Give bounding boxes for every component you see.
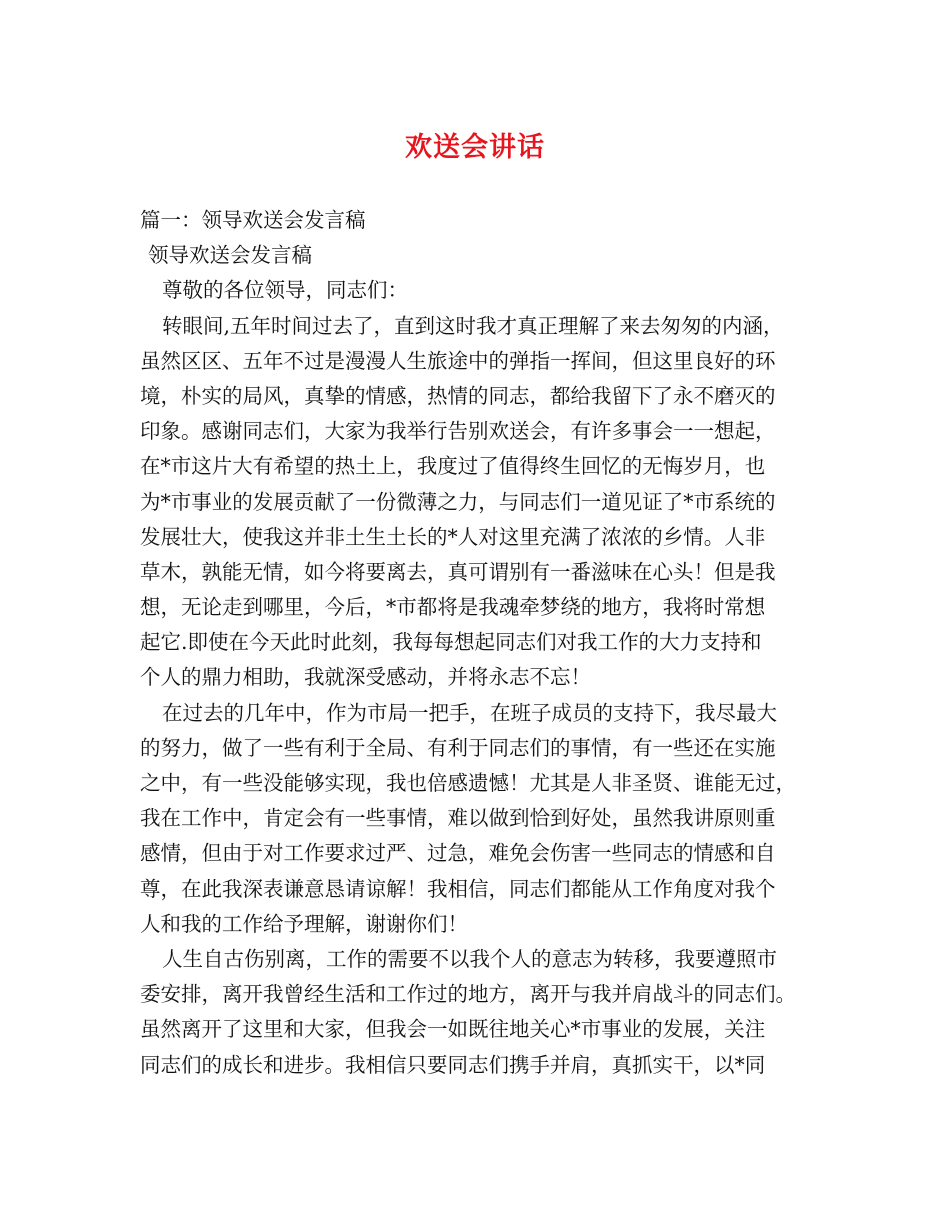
text-line: 我在工作中，肯定会有一些事情，难以做到恰到好处，虽然我讲原则重: [140, 806, 776, 831]
text-line: 转眼间,五年时间过去了，直到这时我才真正理解了来去匆匆的内涵，: [162, 313, 784, 338]
text-line: 为*市事业的发展贡献了一份微薄之力，与同志们一道见证了*市系统的: [140, 489, 776, 514]
text-line: 在*市这片大有希望的热土上，我度过了值得终生回忆的无悔岁月，也: [140, 454, 766, 479]
text-line: 人生自古伤别离，工作的需要不以我个人的意志为转移，我要遵照市: [162, 946, 777, 971]
text-line: 印象。感谢同志们，大家为我举行告别欢送会，有许多事会一一想起，: [140, 419, 776, 444]
text-line: 的努力，做了一些有利于全局、有利于同志们的事情，有一些还在实施: [140, 735, 776, 760]
text-line: 同志们的成长和进步。我相信只要同志们携手并肩，真抓实干，以*同: [140, 1052, 766, 1077]
text-line: 尊敬的各位领导，同志们：: [162, 278, 408, 303]
text-line: 篇一：领导欢送会发言稿: [140, 208, 366, 232]
text-line: 领导欢送会发言稿: [148, 243, 312, 268]
text-line: 虽然离开了这里和大家，但我会一如既往地关心*市事业的发展，关注: [140, 1017, 766, 1042]
text-line: 发展壮大，使我这并非土生土长的*人对这里充满了浓浓的乡情。人非: [140, 524, 766, 549]
text-line: 起它.即使在今天此时此刻，我每每想起同志们对我工作的大力支持和: [140, 630, 762, 655]
text-line: 委安排，离开我曾经生活和工作过的地方，离开与我并肩战斗的同志们。: [140, 982, 796, 1007]
text-line: 个人的鼎力相助，我就深受感动，并将永志不忘！: [140, 665, 591, 690]
text-line: 尊，在此我深表谦意恳请谅解！我相信，同志们都能从工作角度对我个: [140, 876, 776, 901]
text-line: 之中，有一些没能够实现，我也倍感遗憾！尤其是人非圣贤、谁能无过，: [140, 771, 796, 795]
text-line: 想，无论走到哪里，今后，*市都将是我魂牵梦绕的地方，我将时常想: [140, 595, 766, 620]
text-line: 感情，但由于对工作要求过严、过急，难免会伤害一些同志的情感和自: [140, 841, 776, 866]
text-line: 虽然区区、五年不过是漫漫人生旅途中的弹指一挥间，但这里良好的环: [140, 348, 776, 373]
document-title: 欢送会讲话: [405, 132, 545, 163]
document-body: [140, 203, 830, 1083]
text-line: 在过去的几年中，作为市局一把手，在班子成员的支持下，我尽最大: [162, 700, 777, 725]
text-line: 草木，孰能无情，如今将要离去，真可谓别有一番滋味在心头！但是我: [140, 559, 776, 584]
text-line: 人和我的工作给予理解，谢谢你们！: [140, 911, 468, 936]
text-line: 境，朴实的局风，真挚的情感，热情的同志，都给我留下了永不磨灭的: [140, 383, 776, 408]
